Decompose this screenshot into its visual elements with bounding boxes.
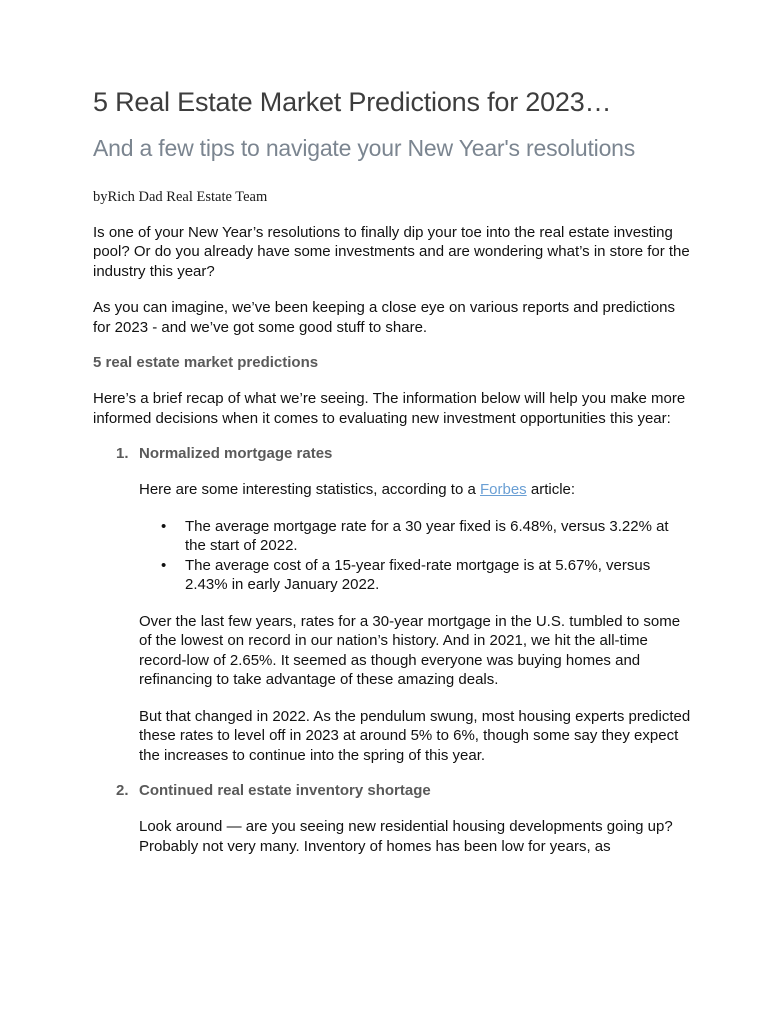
bullet-text: The average mortgage rate for a 30 year fixed is 6.48%, versus 3.22% at the start of 2022. [185,517,669,555]
prediction-item-1 [93,445,693,765]
bullet-icon: • [161,517,167,535]
prediction-lead [139,480,693,500]
prediction-paragraph: Over the last few years, rates for a 30-year mortgage in the U.S. tumbled to some of the lowest on record in our nation’s history. And in 2021, we hit the all-time record-low of 2.65%. It seemed as though everyone was buying homes and refinancing to take advantage of these amazing deals. [139,612,681,689]
section-heading: 5 real estate market predictions [93,354,319,372]
prediction-paragraph: Look around — are you seeing new residential housing developments going up? Probably not very many. Inventory of homes has been low for years, as [139,818,673,855]
predictions-list [93,445,693,856]
intro-paragraph-2: As you can imagine, we’ve been keeping a close eye on various reports and predictions for 2023 - and we’ve got some good stuff to share. [93,299,676,336]
list-item [139,517,693,556]
lead-text: Here are some interesting statistics, according to a [139,481,480,499]
prediction-number: 1. [116,445,129,463]
document-page [93,86,693,873]
section-intro: Here’s a brief recap of what we’re seeing. The information below will help you make more informed decisions when it comes to evaluating new investment opportunities this year: [93,390,686,427]
bullet-text: The average cost of a 15-year fixed-rate mortgage is at 5.67%, versus 2.43% in early January 2022. [185,556,651,594]
prediction-number: 2. [116,782,129,800]
article-title: 5 Real Estate Market Predictions for 2023… [93,87,612,117]
prediction-paragraph: But that changed in 2022. As the pendulum swung, most housing experts predicted these rates to level off in 2023 at around 5% to 6%, though some say they expect the increases to continue into the spring of this year. [139,707,691,764]
intro-paragraph-1: Is one of your New Year’s resolutions to finally dip your toe into the real estate investing pool? Or do you already have some investments and are wondering what’s in store for the industry this year? [93,223,690,280]
forbes-link[interactable]: Forbes [480,481,527,499]
bullet-icon: • [161,556,167,574]
prediction-heading: Continued real estate inventory shortage [139,782,431,800]
lead-text-after: article: [526,481,576,499]
author-byline: byRich Dad Real Estate Team [93,188,268,205]
prediction-item-2 [93,782,693,856]
article-subtitle: And a few tips to navigate your New Year's resolutions [93,135,636,162]
stats-list [139,517,693,595]
list-item [139,556,693,595]
prediction-heading: Normalized mortgage rates [139,445,333,463]
